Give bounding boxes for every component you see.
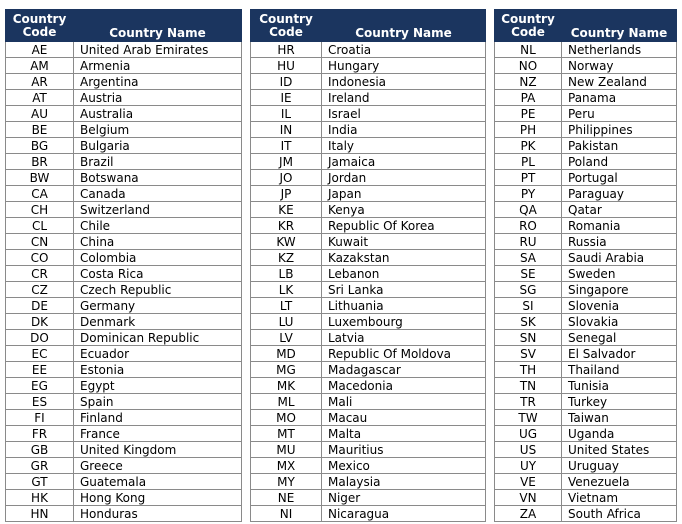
table-row (6, 170, 242, 186)
table-row (495, 298, 677, 314)
table-row (6, 442, 242, 458)
country-name-cell: Netherlands (562, 42, 677, 58)
table-row (495, 106, 677, 122)
country-code-cell: KZ (251, 250, 322, 266)
country-code-cell: TW (495, 410, 562, 426)
country-name-cell: South Africa (562, 506, 677, 522)
country-name-cell: Italy (322, 138, 486, 154)
table-row (251, 490, 486, 506)
country-code-cell: MD (251, 346, 322, 362)
table-row (495, 314, 677, 330)
country-name-cell: Brazil (74, 154, 242, 170)
table-row (251, 346, 486, 362)
table-row (6, 426, 242, 442)
table-row (6, 282, 242, 298)
table-row (6, 346, 242, 362)
country-name-cell: Jordan (322, 170, 486, 186)
table-row (6, 474, 242, 490)
country-code-cell: SA (495, 250, 562, 266)
country-name-header: Country Name (562, 10, 677, 42)
country-code-cell: QA (495, 202, 562, 218)
table-row (495, 74, 677, 90)
country-name-cell: Egypt (74, 378, 242, 394)
country-name-cell: Israel (322, 106, 486, 122)
country-code-cell: TR (495, 394, 562, 410)
country-name-cell: Malaysia (322, 474, 486, 490)
country-name-cell: Slovakia (562, 314, 677, 330)
country-name-cell: Philippines (562, 122, 677, 138)
table-row (6, 154, 242, 170)
country-code-cell: US (495, 442, 562, 458)
table-row (251, 410, 486, 426)
country-code-cell: BG (6, 138, 74, 154)
country-code-cell: VE (495, 474, 562, 490)
country-code-cell: PA (495, 90, 562, 106)
country-code-cell: ID (251, 74, 322, 90)
header-row (251, 10, 486, 42)
country-code-cell: SI (495, 298, 562, 314)
country-code-header: Country Code (251, 10, 322, 42)
country-name-cell: Dominican Republic (74, 330, 242, 346)
country-name-cell: Colombia (74, 250, 242, 266)
table-row (495, 410, 677, 426)
country-code-cell: AU (6, 106, 74, 122)
country-name-cell: Ecuador (74, 346, 242, 362)
country-code-cell: KE (251, 202, 322, 218)
country-name-cell: Bulgaria (74, 138, 242, 154)
table-row (251, 394, 486, 410)
country-name-cell: Kenya (322, 202, 486, 218)
table-row (495, 378, 677, 394)
table-row (495, 346, 677, 362)
table-row (251, 458, 486, 474)
table-row (251, 122, 486, 138)
country-code-table-1 (5, 9, 242, 522)
country-name-cell: Canada (74, 186, 242, 202)
country-name-cell: Finland (74, 410, 242, 426)
country-name-cell: Greece (74, 458, 242, 474)
country-code-cell: NL (495, 42, 562, 58)
country-code-cell: HN (6, 506, 74, 522)
table-row (6, 42, 242, 58)
table-row (495, 266, 677, 282)
country-name-cell: Armenia (74, 58, 242, 74)
country-code-cell: HK (6, 490, 74, 506)
table-row (251, 74, 486, 90)
country-code-cell: MY (251, 474, 322, 490)
country-code-cell: SK (495, 314, 562, 330)
table-row (251, 106, 486, 122)
country-code-cell: RU (495, 234, 562, 250)
country-code-cell: DE (6, 298, 74, 314)
country-name-cell: Venezuela (562, 474, 677, 490)
country-code-cell: SE (495, 266, 562, 282)
country-code-cell: TN (495, 378, 562, 394)
country-name-cell: Lithuania (322, 298, 486, 314)
table-row (495, 490, 677, 506)
country-name-cell: Thailand (562, 362, 677, 378)
country-code-cell: PY (495, 186, 562, 202)
country-name-cell: Vietnam (562, 490, 677, 506)
table-row (251, 298, 486, 314)
country-name-cell: Croatia (322, 42, 486, 58)
country-code-cell: IE (251, 90, 322, 106)
country-name-cell: Mauritius (322, 442, 486, 458)
table-row (6, 410, 242, 426)
country-name-cell: Panama (562, 90, 677, 106)
country-name-cell: Australia (74, 106, 242, 122)
table-row (495, 282, 677, 298)
country-name-cell: Hungary (322, 58, 486, 74)
table-row (6, 90, 242, 106)
country-code-cell: LV (251, 330, 322, 346)
table-row (251, 282, 486, 298)
country-code-table-3 (494, 9, 677, 522)
table-row (6, 490, 242, 506)
country-name-cell: India (322, 122, 486, 138)
header-row (6, 10, 242, 42)
country-code-cell: CA (6, 186, 74, 202)
country-code-cell: ZA (495, 506, 562, 522)
country-name-cell: Costa Rica (74, 266, 242, 282)
table-row (6, 298, 242, 314)
country-code-cell: JP (251, 186, 322, 202)
country-code-cell: FI (6, 410, 74, 426)
table-row (6, 74, 242, 90)
table-row (6, 58, 242, 74)
country-code-cell: AE (6, 42, 74, 58)
country-code-cell: LB (251, 266, 322, 282)
table-row (6, 250, 242, 266)
country-name-cell: Peru (562, 106, 677, 122)
country-code-cell: MG (251, 362, 322, 378)
country-code-cell: BE (6, 122, 74, 138)
country-code-cell: FR (6, 426, 74, 442)
country-code-cell: GB (6, 442, 74, 458)
country-code-cell: NE (251, 490, 322, 506)
table-row (6, 234, 242, 250)
country-code-cell: SV (495, 346, 562, 362)
country-code-cell: NO (495, 58, 562, 74)
country-name-cell: Argentina (74, 74, 242, 90)
country-name-cell: Chile (74, 218, 242, 234)
country-code-cell: JM (251, 154, 322, 170)
country-code-cell: SN (495, 330, 562, 346)
country-code-cell: IT (251, 138, 322, 154)
table-row (6, 266, 242, 282)
table-row (251, 426, 486, 442)
country-code-cell: LK (251, 282, 322, 298)
country-name-cell: Spain (74, 394, 242, 410)
country-code-cell: MK (251, 378, 322, 394)
table-row (251, 170, 486, 186)
country-name-cell: Uganda (562, 426, 677, 442)
country-name-cell: Belgium (74, 122, 242, 138)
country-code-cell: SG (495, 282, 562, 298)
country-name-cell: Macau (322, 410, 486, 426)
country-name-cell: New Zealand (562, 74, 677, 90)
table-row (251, 474, 486, 490)
table-row (6, 106, 242, 122)
table-row (495, 202, 677, 218)
table-row (6, 202, 242, 218)
country-name-cell: Tunisia (562, 378, 677, 394)
table-row (251, 202, 486, 218)
country-code-cell: CL (6, 218, 74, 234)
country-code-header: Country Code (495, 10, 562, 42)
table-row (251, 154, 486, 170)
country-name-cell: Lebanon (322, 266, 486, 282)
country-name-cell: Indonesia (322, 74, 486, 90)
country-code-cell: ML (251, 394, 322, 410)
country-name-cell: Malta (322, 426, 486, 442)
country-code-cell: HR (251, 42, 322, 58)
table-row (495, 58, 677, 74)
country-code-cell: EE (6, 362, 74, 378)
country-code-cell: CN (6, 234, 74, 250)
country-code-cell: IL (251, 106, 322, 122)
country-code-cell: MX (251, 458, 322, 474)
table-row (251, 330, 486, 346)
country-name-cell: France (74, 426, 242, 442)
country-code-cell: PL (495, 154, 562, 170)
country-code-cell: AR (6, 74, 74, 90)
country-name-cell: Republic Of Moldova (322, 346, 486, 362)
country-code-cell: BW (6, 170, 74, 186)
country-code-header: Country Code (6, 10, 74, 42)
table-row (251, 234, 486, 250)
country-code-cell: MT (251, 426, 322, 442)
table-row (495, 170, 677, 186)
country-code-cell: BR (6, 154, 74, 170)
country-code-cell: KW (251, 234, 322, 250)
country-name-cell: Romania (562, 218, 677, 234)
country-name-cell: United Arab Emirates (74, 42, 242, 58)
country-code-cell: MO (251, 410, 322, 426)
country-code-cell: PK (495, 138, 562, 154)
country-name-cell: Nicaragua (322, 506, 486, 522)
country-name-cell: Austria (74, 90, 242, 106)
country-code-table-2 (250, 9, 486, 522)
country-code-cell: CZ (6, 282, 74, 298)
country-name-cell: Pakistan (562, 138, 677, 154)
country-code-cell: CO (6, 250, 74, 266)
country-code-cell: NI (251, 506, 322, 522)
country-name-cell: El Salvador (562, 346, 677, 362)
table-row (6, 458, 242, 474)
country-code-cell: NZ (495, 74, 562, 90)
table-row (495, 186, 677, 202)
country-name-cell: Sweden (562, 266, 677, 282)
country-code-cell: AT (6, 90, 74, 106)
country-name-cell: Botswana (74, 170, 242, 186)
country-code-cell: JO (251, 170, 322, 186)
country-name-cell: Uruguay (562, 458, 677, 474)
country-name-cell: Saudi Arabia (562, 250, 677, 266)
table-row (495, 250, 677, 266)
table-row (6, 330, 242, 346)
table-row (6, 378, 242, 394)
country-name-cell: Portugal (562, 170, 677, 186)
table-row (495, 122, 677, 138)
table-row (6, 122, 242, 138)
table-body (495, 42, 677, 522)
table-row (495, 458, 677, 474)
table-row (495, 474, 677, 490)
table-row (251, 42, 486, 58)
table-row (495, 362, 677, 378)
country-code-cell: PT (495, 170, 562, 186)
table-row (495, 426, 677, 442)
table-row (495, 138, 677, 154)
country-name-cell: Taiwan (562, 410, 677, 426)
table-row (251, 218, 486, 234)
country-code-cell: UG (495, 426, 562, 442)
table-body (6, 42, 242, 522)
country-code-cell: GR (6, 458, 74, 474)
country-name-cell: Switzerland (74, 202, 242, 218)
country-name-cell: China (74, 234, 242, 250)
country-name-cell: Macedonia (322, 378, 486, 394)
country-name-header: Country Name (74, 10, 242, 42)
table-row (251, 378, 486, 394)
country-name-cell: Germany (74, 298, 242, 314)
header-row (495, 10, 677, 42)
table-row (495, 234, 677, 250)
country-name-cell: Turkey (562, 394, 677, 410)
country-code-cell: TH (495, 362, 562, 378)
country-name-cell: Singapore (562, 282, 677, 298)
country-name-cell: Jamaica (322, 154, 486, 170)
country-code-cell: CH (6, 202, 74, 218)
country-code-cell: VN (495, 490, 562, 506)
country-name-cell: Senegal (562, 330, 677, 346)
country-name-cell: Qatar (562, 202, 677, 218)
table-row (495, 394, 677, 410)
country-code-cell: EG (6, 378, 74, 394)
country-name-cell: Mali (322, 394, 486, 410)
country-name-cell: Republic Of Korea (322, 218, 486, 234)
country-name-cell: Czech Republic (74, 282, 242, 298)
table-row (251, 250, 486, 266)
country-name-cell: Guatemala (74, 474, 242, 490)
country-name-cell: United Kingdom (74, 442, 242, 458)
table-row (251, 58, 486, 74)
table-row (251, 314, 486, 330)
country-name-cell: Niger (322, 490, 486, 506)
table-row (6, 138, 242, 154)
table-row (251, 90, 486, 106)
country-code-cell: PE (495, 106, 562, 122)
country-code-cell: MU (251, 442, 322, 458)
table-row (6, 394, 242, 410)
country-name-cell: Japan (322, 186, 486, 202)
country-name-cell: Norway (562, 58, 677, 74)
country-name-cell: Poland (562, 154, 677, 170)
country-name-cell: Ireland (322, 90, 486, 106)
table-body (251, 42, 486, 522)
country-name-header: Country Name (322, 10, 486, 42)
table-row (495, 154, 677, 170)
table-row (6, 186, 242, 202)
country-name-cell: United States (562, 442, 677, 458)
country-name-cell: Russia (562, 234, 677, 250)
table-row (6, 506, 242, 522)
country-code-cell: GT (6, 474, 74, 490)
table-row (251, 362, 486, 378)
table-row (495, 90, 677, 106)
country-code-cell: HU (251, 58, 322, 74)
country-name-cell: Hong Kong (74, 490, 242, 506)
table-row (251, 186, 486, 202)
country-code-cell: KR (251, 218, 322, 234)
country-code-cell: PH (495, 122, 562, 138)
table-row (6, 362, 242, 378)
table-row (251, 506, 486, 522)
table-row (495, 42, 677, 58)
country-name-cell: Sri Lanka (322, 282, 486, 298)
table-row (495, 330, 677, 346)
table-row (251, 442, 486, 458)
country-code-cell: DK (6, 314, 74, 330)
country-name-cell: Kuwait (322, 234, 486, 250)
country-name-cell: Luxembourg (322, 314, 486, 330)
country-name-cell: Madagascar (322, 362, 486, 378)
country-code-cell: ES (6, 394, 74, 410)
country-code-cell: DO (6, 330, 74, 346)
country-code-cell: EC (6, 346, 74, 362)
country-name-cell: Paraguay (562, 186, 677, 202)
table-row (251, 266, 486, 282)
country-name-cell: Mexico (322, 458, 486, 474)
country-name-cell: Latvia (322, 330, 486, 346)
table-row (495, 442, 677, 458)
country-code-cell: LT (251, 298, 322, 314)
table-row (495, 506, 677, 522)
country-code-cell: RO (495, 218, 562, 234)
table-row (495, 218, 677, 234)
table-row (251, 138, 486, 154)
country-name-cell: Estonia (74, 362, 242, 378)
country-code-cell: LU (251, 314, 322, 330)
table-row (6, 218, 242, 234)
country-code-cell: UY (495, 458, 562, 474)
country-name-cell: Kazakstan (322, 250, 486, 266)
country-name-cell: Slovenia (562, 298, 677, 314)
table-row (6, 314, 242, 330)
country-name-cell: Denmark (74, 314, 242, 330)
country-code-cell: IN (251, 122, 322, 138)
country-name-cell: Honduras (74, 506, 242, 522)
country-code-cell: AM (6, 58, 74, 74)
country-code-cell: CR (6, 266, 74, 282)
